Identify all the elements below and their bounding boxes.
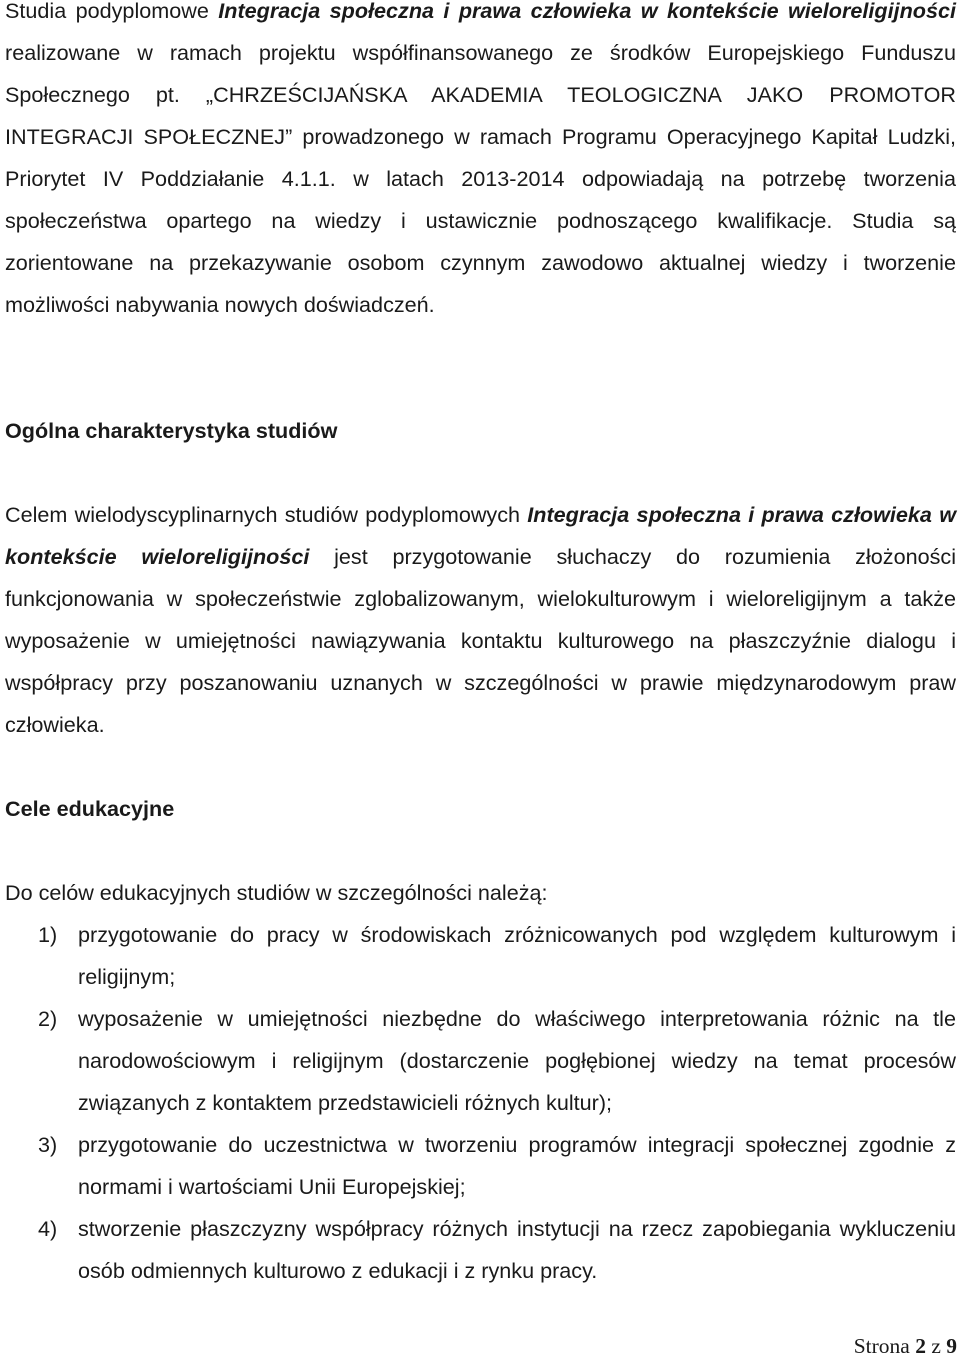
- list-text: wyposażenie w umiejętności niezbędne do właściwego interpretowania różnic na tle narodowościowym i religijnym (dostarczenie pogłębionej wiedzy na temat procesów związanych z kontaktem przedstawicieli różnych kultur);: [78, 1006, 956, 1115]
- program-title-repeat: Integracja społeczna i prawa człowieka w kontekście wieloreligijności: [5, 502, 956, 569]
- general-text: jest przygotowanie słuchaczy do rozumienia złożoności funkcjonowania w społeczeństwie zglobalizowanym, wielokulturowym i wieloreligijnym a także wyposażenie w umiejętności nawiązywania kontaktu kulturowego na płaszczyźnie dialogu i współpracy przy poszanowaniu uznanych w szczególności w prawie międzynarodowym praw człowieka.: [5, 544, 956, 737]
- list-text: przygotowanie do pracy w środowiskach zróżnicowanych pod względem kulturowym i religijnym;: [78, 922, 956, 989]
- list-item: [0, 998, 956, 1124]
- list-number: 2): [38, 1006, 58, 1031]
- intro-paragraph: [5, 0, 956, 326]
- list-item: [0, 1208, 956, 1292]
- list-text: stworzenie płaszczyzny współpracy różnych instytucji na rzecz zapobiegania wykluczeniu osób odmiennych kulturowo z edukacji i z rynku pracy.: [78, 1216, 956, 1283]
- page-total: 9: [946, 1334, 957, 1358]
- footer-separator: z: [925, 1334, 947, 1358]
- list-item: [0, 914, 956, 998]
- footer-label: Strona: [853, 1334, 916, 1358]
- general-prefix: Celem wielodyscyplinarnych studiów podyplomowych: [5, 502, 528, 527]
- general-paragraph: [5, 494, 956, 746]
- intro-prefix: Studia podyplomowe: [5, 0, 219, 23]
- list-number: 1): [38, 922, 58, 947]
- program-title: Integracja społeczna i prawa człowieka w kontekście wieloreligijności: [218, 0, 956, 23]
- goals-list: [0, 914, 956, 1292]
- section-heading-goals: Cele edukacyjne: [5, 796, 175, 821]
- list-text: przygotowanie do uczestnictwa w tworzeniu programów integracji społecznej zgodnie z normami i wartościami Unii Europejskiej;: [78, 1132, 956, 1199]
- page-footer: [854, 1331, 957, 1361]
- list-number: 4): [38, 1216, 58, 1241]
- list-number: 3): [38, 1132, 58, 1157]
- section-heading-general: Ogólna charakterystyka studiów: [5, 418, 338, 443]
- page-number: 2: [915, 1334, 926, 1358]
- list-item: [0, 1124, 956, 1208]
- goals-lead: Do celów edukacyjnych studiów w szczególności należą:: [5, 880, 548, 905]
- intro-text: realizowane w ramach projektu współfinansowanego ze środków Europejskiego Funduszu Społecznego pt. „CHRZEŚCIJAŃSKA AKADEMIA TEOLOGICZNA JAKO PROMOTOR INTEGRACJI SPOŁECZNEJ” prowadzonego w ramach Programu Operacyjnego Kapitał Ludzki, Priorytet IV Poddziałanie 4.1.1. w latach 2013-2014 odpowiadają na potrzebę tworzenia społeczeństwa opartego na wiedzy i ustawicznie podnoszącego kwalifikacje. Studia są zorientowane na przekazywanie osobom czynnym zawodowo aktualnej wiedzy i tworzenie możliwości nabywania nowych doświadczeń.: [5, 40, 956, 317]
